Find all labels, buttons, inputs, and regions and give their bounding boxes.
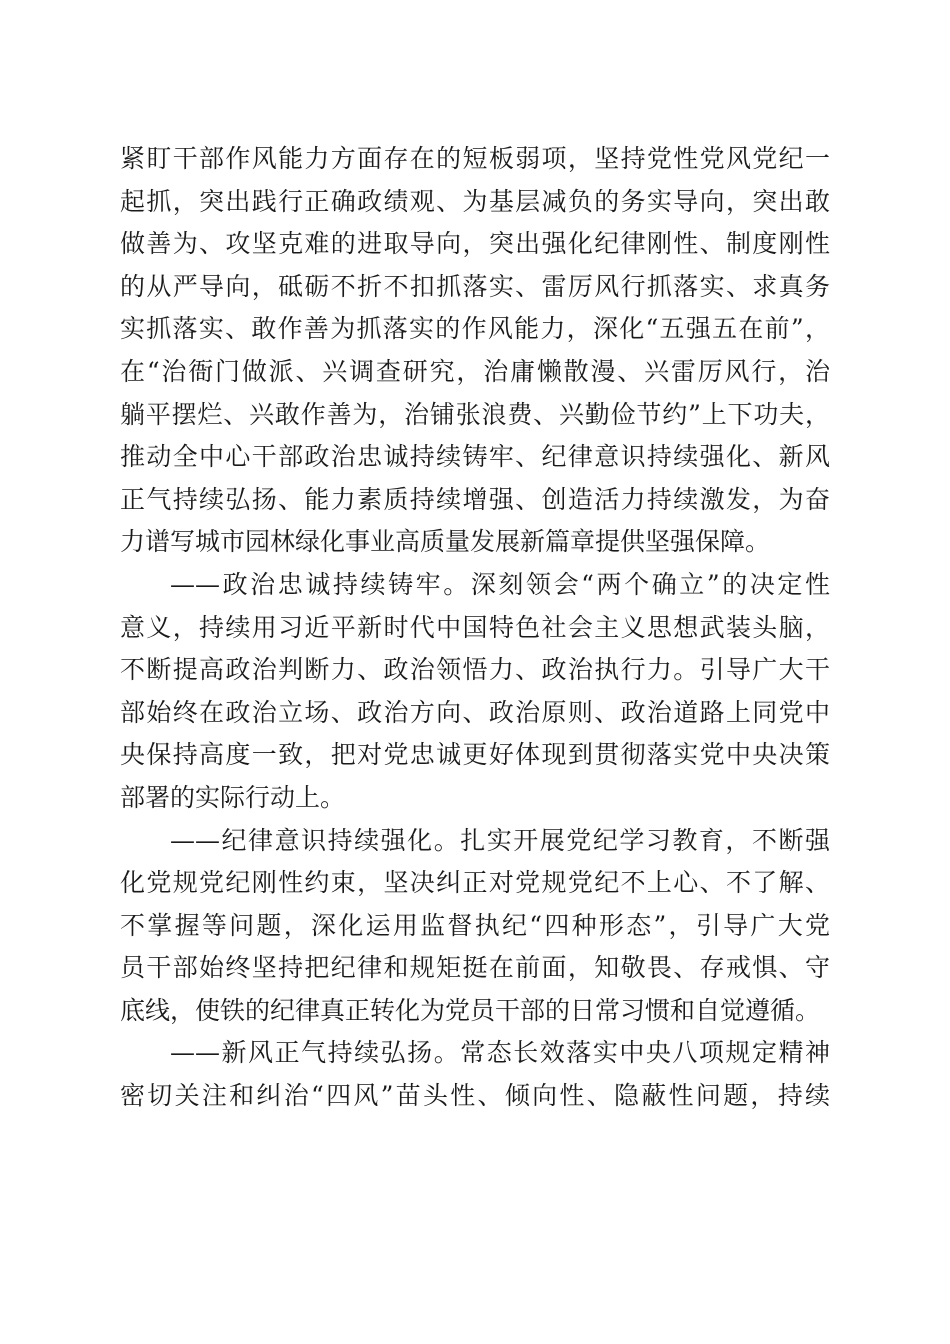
text-line: 做善为、攻坚克难的进取导向，突出强化纪律刚性、制度刚性 <box>120 229 830 259</box>
text-line: 底线，使铁的纪律真正转化为党员干部的日常习惯和自觉遵循。 <box>120 995 821 1025</box>
text-line: 意义，持续用习近平新时代中国特色社会主义思想武装头脑， <box>120 612 830 642</box>
paragraph-heading-line: ——纪律意识持续强化。扎实开展党纪学习教育，不断强 <box>170 825 830 855</box>
text-line: 员干部始终坚持把纪律和规矩挺在前面，知敬畏、存戒惧、守 <box>120 953 830 983</box>
text-line: 紧盯干部作风能力方面存在的短板弱项，坚持党性党风党纪一 <box>120 144 830 173</box>
text-line: 躺平摆烂、兴敢作善为，治铺张浪费、兴勤俭节约”上下功夫， <box>120 399 830 429</box>
paragraph-heading-line: ——新风正气持续弘扬。常态长效落实中央八项规定精神 <box>170 1038 830 1068</box>
text-line: 力谱写城市园林绿化事业高质量发展新篇章提供坚强保障。 <box>120 527 771 557</box>
text-line: 密切关注和纠治“四风”苗头性、倾向性、隐蔽性问题，持续 <box>120 1081 830 1111</box>
text-line: 在“治衙门做派、兴调查研究，治庸懒散漫、兴雷厉风行，治 <box>120 356 830 386</box>
text-line: 化党规党纪刚性约束，坚决纠正对党规党纪不上心、不了解、 <box>120 868 830 898</box>
text-line: 央保持高度一致，把对党忠诚更好体现到贯彻落实党中央决策 <box>120 740 830 770</box>
text-line: 的从严导向，砥砺不折不扣抓落实、雷厉风行抓落实、求真务 <box>120 271 830 301</box>
text-line: 起抓，突出践行正确政绩观、为基层减负的务实导向，突出敢 <box>120 186 830 216</box>
text-line: 不断提高政治判断力、政治领悟力、政治执行力。引导广大干 <box>120 655 830 685</box>
text-line: 不掌握等问题，深化运用监督执纪“四种形态”，引导广大党 <box>120 910 830 940</box>
text-line: 部始终在政治立场、政治方向、政治原则、政治道路上同党中 <box>120 697 830 727</box>
text-line: 部署的实际行动上。 <box>120 782 346 812</box>
document-body <box>120 138 830 1118</box>
text-line: 推动全中心干部政治忠诚持续铸牢、纪律意识持续强化、新风 <box>120 442 830 472</box>
text-line: 正气持续弘扬、能力素质持续增强、创造活力持续激发，为奋 <box>120 484 830 514</box>
text-line: 实抓落实、敢作善为抓落实的作风能力，深化“五强五在前”， <box>120 314 830 344</box>
paragraph-heading-line: ——政治忠诚持续铸牢。深刻领会“两个确立”的决定性 <box>170 569 830 599</box>
